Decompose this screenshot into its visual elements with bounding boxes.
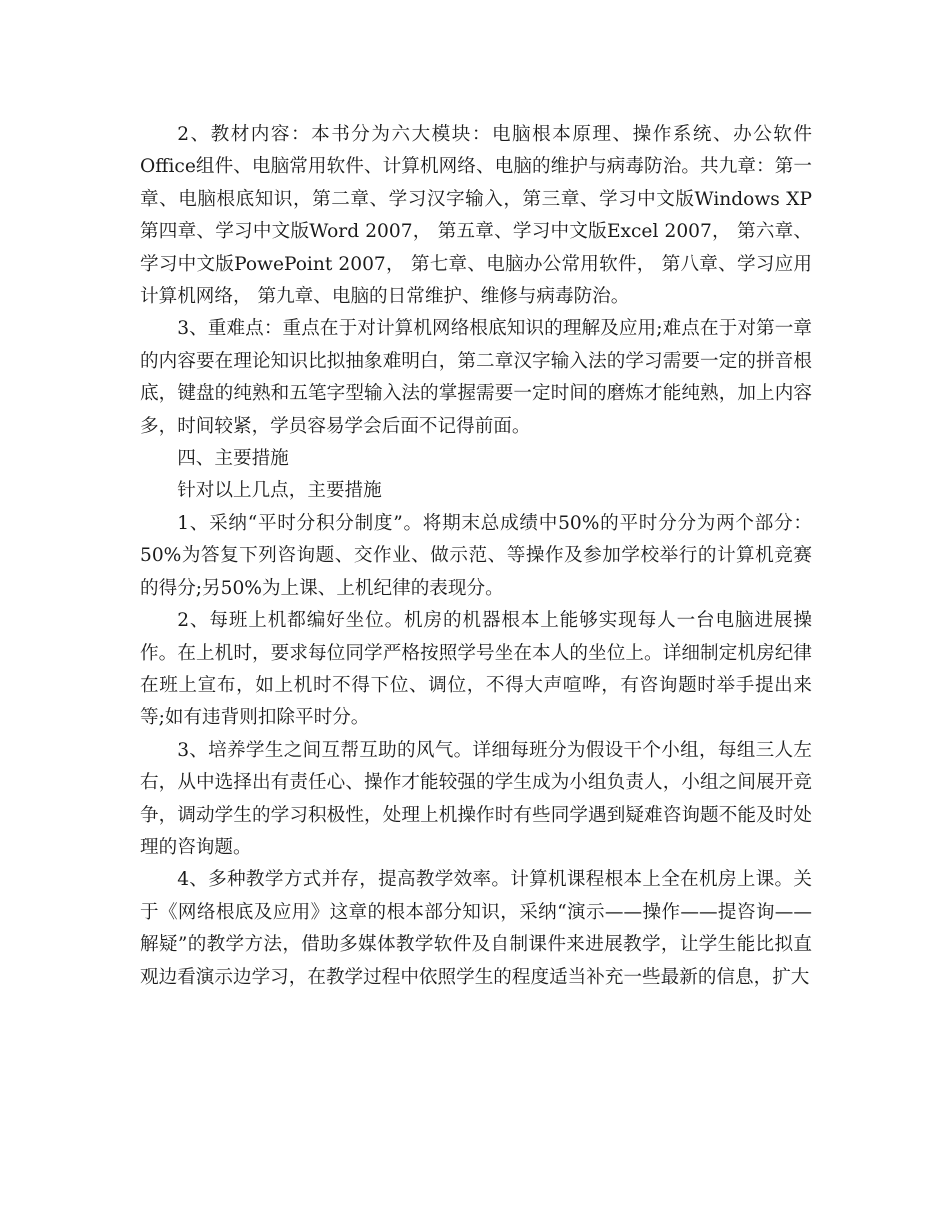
paragraph-measure-3: 3、培养学生之间互帮互助的风气。详细每班分为假设干个小组，每组三人左右，从中选择出有责任心、操作才能较强的学生成为小组负责人，小组之间展开竞争，调动学生的学习积极性，处理上机操作时有些同学遇到疑难咨询题不能及时处理的咨询题。 bbox=[140, 739, 812, 858]
paragraph-measures-intro: 针对以上几点，主要措施 bbox=[177, 480, 382, 502]
document-body bbox=[140, 119, 812, 994]
paragraph-measure-2: 2、每班上机都编好坐位。机房的机器根本上能够实现每人一台电脑进展操作。在上机时，要求每位同学严格按照学号坐在本人的坐位上。详细制定机房纪律在班上宣布，如上机时不得下位、调位，不得大声喧哗，有咨询题时举手提出来等;如有违背则扣除平时分。 bbox=[140, 610, 812, 729]
paragraph-key-difficulties: 3、重难点：重点在于对计算机网络根底知识的理解及应用;难点在于对第一章的内容要在理论知识比拟抽象难明白，第二章汉字输入法的学习需要一定的拼音根底，键盘的纯熟和五笔字型输入法的掌握需要一定时间的磨炼才能纯熟，加上内容多，时间较紧，学员容易学会后面不记得前面。 bbox=[140, 318, 812, 437]
paragraph-teaching-content: 2、教材内容：本书分为六大模块：电脑根本原理、操作系统、办公软件Office组件、电脑常用软件、计算机网络、电脑的维护与病毒防治。共九章：第一章、电脑根底知识，第二章、学习汉字输入，第三章、学习中文版Windows XP第四章、学习中文版Word 2007， 第五章、学习中文版Excel 2007， 第六章、学习中文版PowePoint 2007， 第七章、电脑办公常用软件， 第八章、学习应用计算机网络， 第九章、电脑的日常维护、维修与病毒防治。 bbox=[140, 124, 812, 308]
section-heading-main-measures: 四、主要措施 bbox=[177, 448, 289, 470]
paragraph-measure-1: 1、采纳“平时分积分制度”。将期末总成绩中50%的平时分分为两个部分：50%为答复下列咨询题、交作业、做示范、等操作及参加学校举行的计算机竞赛的得分;另50%为上课、上机纪律的表现分。 bbox=[140, 512, 812, 599]
paragraph-measure-4: 4、多种教学方式并存，提高教学效率。计算机课程根本上全在机房上课。关于《网络根底及应用》这章的根本部分知识，采纳“演示——操作——提咨询——解疑”的教学方法，借助多媒体教学软件及自制课件来进展教学，让学生能比拟直观边看演示边学习，在教学过程中依照学生的程度适当补充一些最新的信息，扩大 bbox=[140, 869, 812, 988]
